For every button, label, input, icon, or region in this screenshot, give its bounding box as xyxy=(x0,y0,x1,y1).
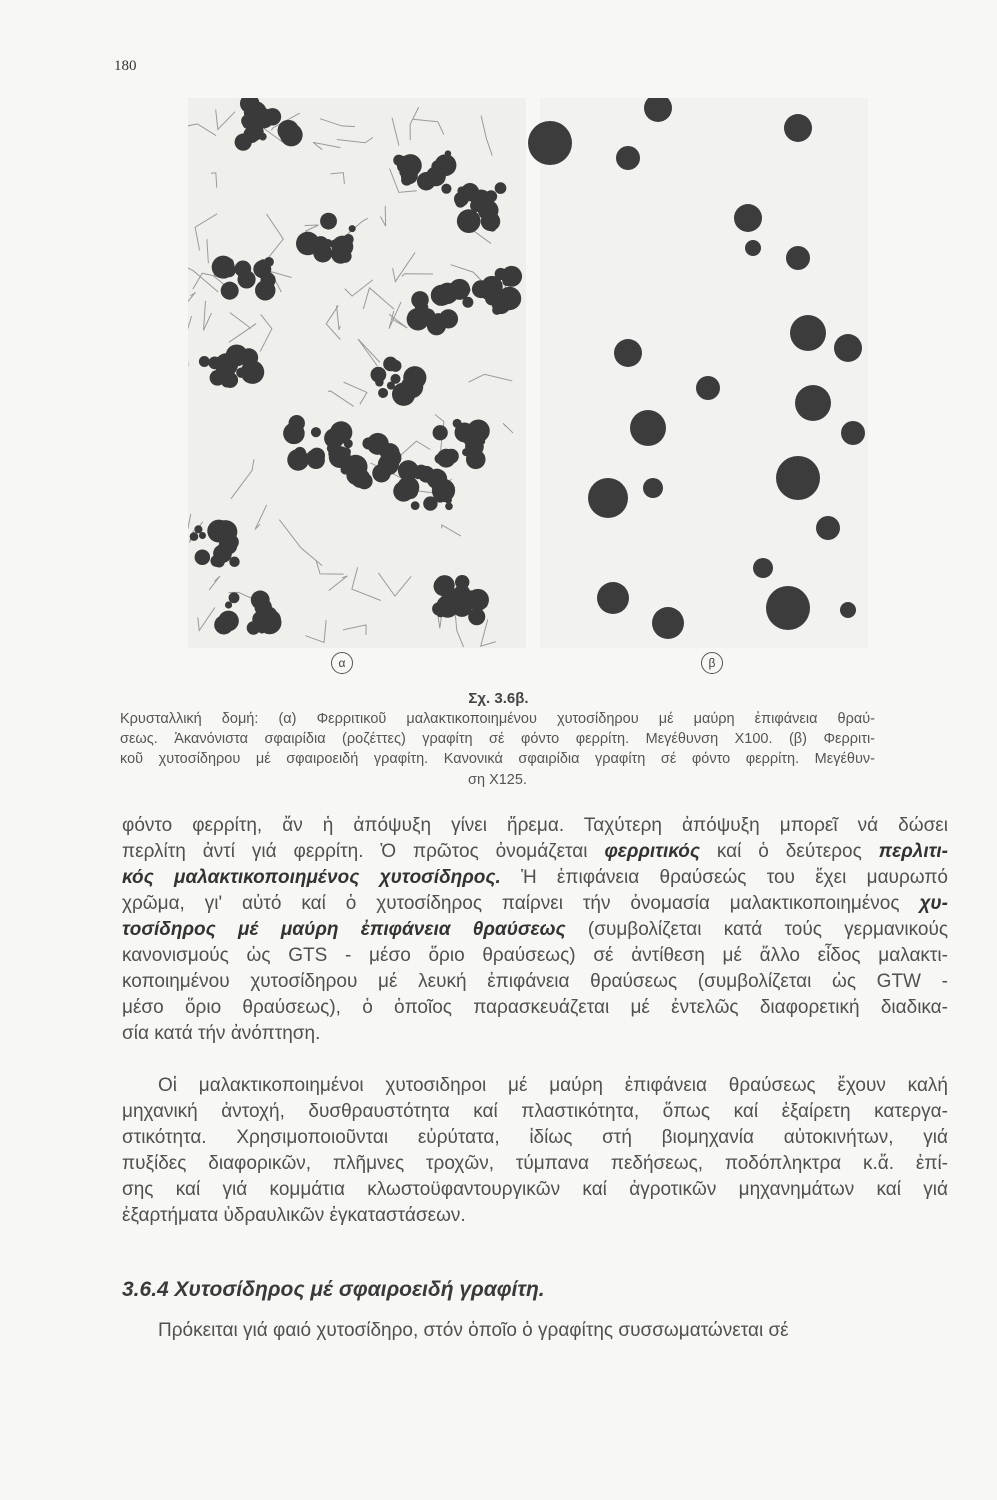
graphite-rosette xyxy=(453,419,462,428)
graphite-rosette xyxy=(221,377,232,388)
graphite-nodule xyxy=(786,246,810,270)
graphite-rosette xyxy=(411,501,420,510)
graphite-rosette xyxy=(387,382,395,390)
paragraph-line xyxy=(122,893,948,915)
micrograph-a-ferritic-malleable-iron xyxy=(188,98,526,648)
figure-caption-line: Κρυσταλλική δομή: (α) Φερριτικοῦ μαλακτικοποιημένου χυτοσίδηρου μέ μαύρη ἐπιφάνεια θραύ- xyxy=(120,711,875,727)
graphite-nodule xyxy=(766,586,810,630)
figure-title: Σχ. 3.6β. xyxy=(468,690,529,707)
paragraph-line xyxy=(122,1179,948,1201)
graphite-rosette xyxy=(229,556,239,566)
graphite-rosette xyxy=(225,601,232,608)
graphite-nodule xyxy=(840,602,856,618)
paragraph-line xyxy=(122,971,948,993)
text-segment: μέσο ὅριο θραύσεως), ὁ ὁποῖος παρασκευάζεται μέ ἐντελῶς διαφορετική διαδικα- xyxy=(122,997,948,1018)
graphite-rosette xyxy=(342,447,351,456)
text-segment: ἐξαρτήματα ὑδραυλικῶν ἐγκαταστάσεων. xyxy=(122,1205,466,1226)
graphite-nodule xyxy=(734,204,762,232)
graphite-rosette xyxy=(190,532,199,541)
graphite-nodule xyxy=(841,421,865,445)
text-segment: κοποιημένου χυτοσίδηρου μέ λευκή ἐπιφάνεια θραύσεως (συμβολίζεται ὡς GTW - xyxy=(122,971,948,992)
graphite-nodule xyxy=(652,607,684,639)
page-number: 180 xyxy=(114,58,137,74)
paragraph-line xyxy=(122,867,948,889)
graphite-rosette xyxy=(427,316,446,335)
graphite-rosette xyxy=(445,502,453,510)
graphite-rosette xyxy=(433,425,448,440)
graphite-rosette xyxy=(212,256,235,279)
emphasized-term: κός μαλακτικοποιημένος χυτοσίδηρος. xyxy=(122,867,501,888)
paragraph-line xyxy=(122,919,948,941)
graphite-rosette xyxy=(258,611,282,635)
graphite-rosette xyxy=(259,259,267,267)
graphite-rosette xyxy=(346,466,365,485)
graphite-rosette xyxy=(484,208,491,215)
graphite-rosette xyxy=(349,225,356,232)
graphite-rosette xyxy=(495,182,507,194)
micrograph-figure xyxy=(188,98,868,648)
graphite-nodule xyxy=(616,146,640,170)
graphite-rosette xyxy=(457,209,481,233)
graphite-rosette xyxy=(455,575,469,589)
graphite-rosette xyxy=(432,602,445,615)
graphite-rosette xyxy=(224,534,239,549)
paragraph-line xyxy=(122,1101,948,1123)
micrograph-b-spheroidal-graphite-iron xyxy=(528,98,868,648)
graphite-rosette xyxy=(335,254,341,260)
graphite-rosette xyxy=(199,356,210,367)
section-heading: 3.6.4 Χυτοσίδηρος μέ σφαιροειδή γραφίτη. xyxy=(122,1278,545,1301)
graphite-nodule xyxy=(753,558,773,578)
graphite-rosette xyxy=(444,449,459,464)
emphasized-term: τοσίδηρος μέ μαύρη ἐπιφάνεια θραύσεως xyxy=(122,919,566,940)
graphite-rosette xyxy=(375,378,383,386)
graphite-rosette xyxy=(327,444,336,453)
graphite-nodule xyxy=(834,334,862,362)
graphite-rosette xyxy=(199,532,206,539)
graphite-rosette xyxy=(431,160,444,173)
graphite-rosette xyxy=(247,621,261,635)
text-segment: φόντο φερρίτη, ἄν ἡ ἀπόψυξη γίνει ἤρεμα. Ταχύτερη ἀπόψυξη μπορεῖ νά δώσει xyxy=(122,815,948,836)
graphite-rosette xyxy=(344,439,353,448)
graphite-rosette xyxy=(235,261,252,278)
graphite-nodule xyxy=(614,339,642,367)
graphite-rosette xyxy=(415,301,428,314)
graphite-nodule xyxy=(776,456,820,500)
graphite-rosette xyxy=(383,357,398,372)
graphite-rosette xyxy=(229,592,240,603)
paragraph-line xyxy=(122,841,948,863)
graphite-rosette xyxy=(311,427,321,437)
emphasized-term: περλιτι- xyxy=(878,841,948,862)
graphite-rosette xyxy=(437,291,451,305)
graphite-rosette xyxy=(212,373,221,382)
graphite-nodule xyxy=(696,376,720,400)
graphite-rosette xyxy=(294,447,306,459)
figure-caption-line: σεως. Ἀκανόνιστα σφαιρίδια (ροζέττες) γραφίτη σέ φόντο φερρίτη. Μεγέθυνση Χ100. (β) Φερριτι- xyxy=(120,731,875,747)
text-segment: (συμβολίζεται κατά τούς γερμανικούς xyxy=(565,919,948,940)
graphite-nodule xyxy=(588,478,628,518)
paragraph-line xyxy=(122,1127,948,1149)
graphite-rosette xyxy=(399,154,422,177)
graphite-rosette xyxy=(378,388,388,398)
graphite-rosette xyxy=(415,473,421,479)
text-segment: πυξίδες διαφορικῶν, πλῆμνες τροχῶν, τύμπανα πεδήσεως, ποδόπληκτρα κ.ἄ. ἐπί- xyxy=(122,1153,948,1174)
emphasized-term: φερριτικός xyxy=(604,841,700,862)
graphite-rosette xyxy=(492,306,501,315)
graphite-rosette xyxy=(210,555,222,567)
graphite-nodule xyxy=(816,516,840,540)
graphite-nodule xyxy=(597,582,629,614)
graphite-rosette xyxy=(221,282,239,300)
graphite-rosette xyxy=(289,415,305,431)
graphite-nodule xyxy=(790,315,826,351)
text-segment: στικότητα. Χρησιμοποιοῦνται εὐρύτατα, ἰδίως στή βιομηχανία αὐτοκινήτων, γιά xyxy=(122,1127,948,1148)
graphite-rosette xyxy=(195,549,210,564)
graphite-rosette xyxy=(465,437,484,456)
graphite-rosette xyxy=(208,357,221,370)
graphite-nodule xyxy=(643,478,663,498)
graphite-rosette xyxy=(467,589,489,611)
graphite-nodule xyxy=(630,410,666,446)
graphite-rosette xyxy=(259,133,267,141)
paragraph-line xyxy=(122,1153,948,1175)
paragraph-line xyxy=(122,815,948,837)
text-segment: σία κατά τήν ἀνόπτηση. xyxy=(122,1023,321,1044)
paragraph-line xyxy=(122,1205,948,1227)
graphite-nodule xyxy=(528,121,572,165)
text-segment: καί ὁ δεύτερος xyxy=(699,841,879,862)
graphite-rosette xyxy=(307,451,325,469)
text-segment: Οἱ μαλακτικοποιημένοι χυτοσιδηροι μέ μαύρη ἐπιφάνεια θραύσεως ἔχουν καλή xyxy=(158,1075,948,1096)
text-segment: κανονισμούς ὡς GTS - μέσο ὅριο θραύσεως) σέ ἀντίθεση μέ ἄλλο εἶδος μαλακτι- xyxy=(122,945,948,966)
graphite-rosette xyxy=(251,590,270,609)
text-segment: χρῶμα, γι' αὐτό καί ὁ χυτοσίδηρος παίρνει τήν ὀνομασία μαλακτικοποιημένος xyxy=(122,893,920,914)
graphite-rosette xyxy=(397,476,419,498)
paragraph-line xyxy=(122,1075,948,1097)
figure-caption-line: κοῦ χυτοσίδηρου μέ σφαιροειδή γραφίτη. Κανονικά σφαιρίδια γραφίτη σέ φόντο φερρίτη. Μεγέθυν- xyxy=(120,751,875,767)
paragraph-line: Πρόκειται γιά φαιό χυτοσίδηρο, στόν ὁποῖο ὁ γραφίτης συσσωματώνεται σέ xyxy=(158,1320,789,1341)
text-segment: περλίτη ἀντί γιά φερρίτη. Ὁ πρῶτος ὀνομάζεται xyxy=(122,841,605,862)
graphite-nodule xyxy=(784,114,812,142)
graphite-rosette xyxy=(380,443,400,463)
text-segment: Ἡ ἐπιφάνεια θραύσεώς του ἔχει μαυρωπό xyxy=(500,867,948,888)
graphite-rosette xyxy=(256,266,267,277)
emphasized-term: χυ- xyxy=(919,893,948,914)
graphite-rosette xyxy=(296,232,320,256)
figure-label-a: α xyxy=(331,652,353,674)
graphite-rosette xyxy=(283,126,289,132)
text-segment: μηχανική ἀντοχή, δυσθραυστότητα καί πλαστικότητα, ὅπως καί ἐξαίρετη κατεργα- xyxy=(122,1101,948,1122)
figure-caption-line: ση Χ125. xyxy=(468,772,527,788)
graphite-rosette xyxy=(418,372,425,379)
graphite-rosette xyxy=(435,454,445,464)
graphite-rosette xyxy=(487,280,496,289)
graphite-rosette xyxy=(194,525,202,533)
paragraph-line xyxy=(122,997,948,1019)
graphite-rosette xyxy=(458,291,466,299)
graphite-rosette xyxy=(372,464,391,483)
paragraph-line xyxy=(122,945,948,967)
paragraph-line xyxy=(122,1023,948,1045)
graphite-rosette xyxy=(441,184,451,194)
figure-label-b: β xyxy=(701,652,723,674)
graphite-rosette xyxy=(432,479,455,502)
graphite-rosette xyxy=(226,344,248,366)
graphite-nodule xyxy=(745,240,761,256)
text-segment: σης καί γιά κομμάτια κλωστοϋφαντουργικῶν καί ἀγροτικῶν μηχανημάτων καί γιά xyxy=(122,1179,948,1200)
graphite-rosette xyxy=(331,245,350,264)
graphite-rosette xyxy=(442,587,460,605)
graphite-rosette xyxy=(488,224,496,232)
graphite-rosette xyxy=(411,316,417,322)
graphite-rosette xyxy=(218,611,239,632)
graphite-nodule xyxy=(795,385,831,421)
graphite-rosette xyxy=(457,186,466,195)
graphite-rosette xyxy=(323,217,331,225)
